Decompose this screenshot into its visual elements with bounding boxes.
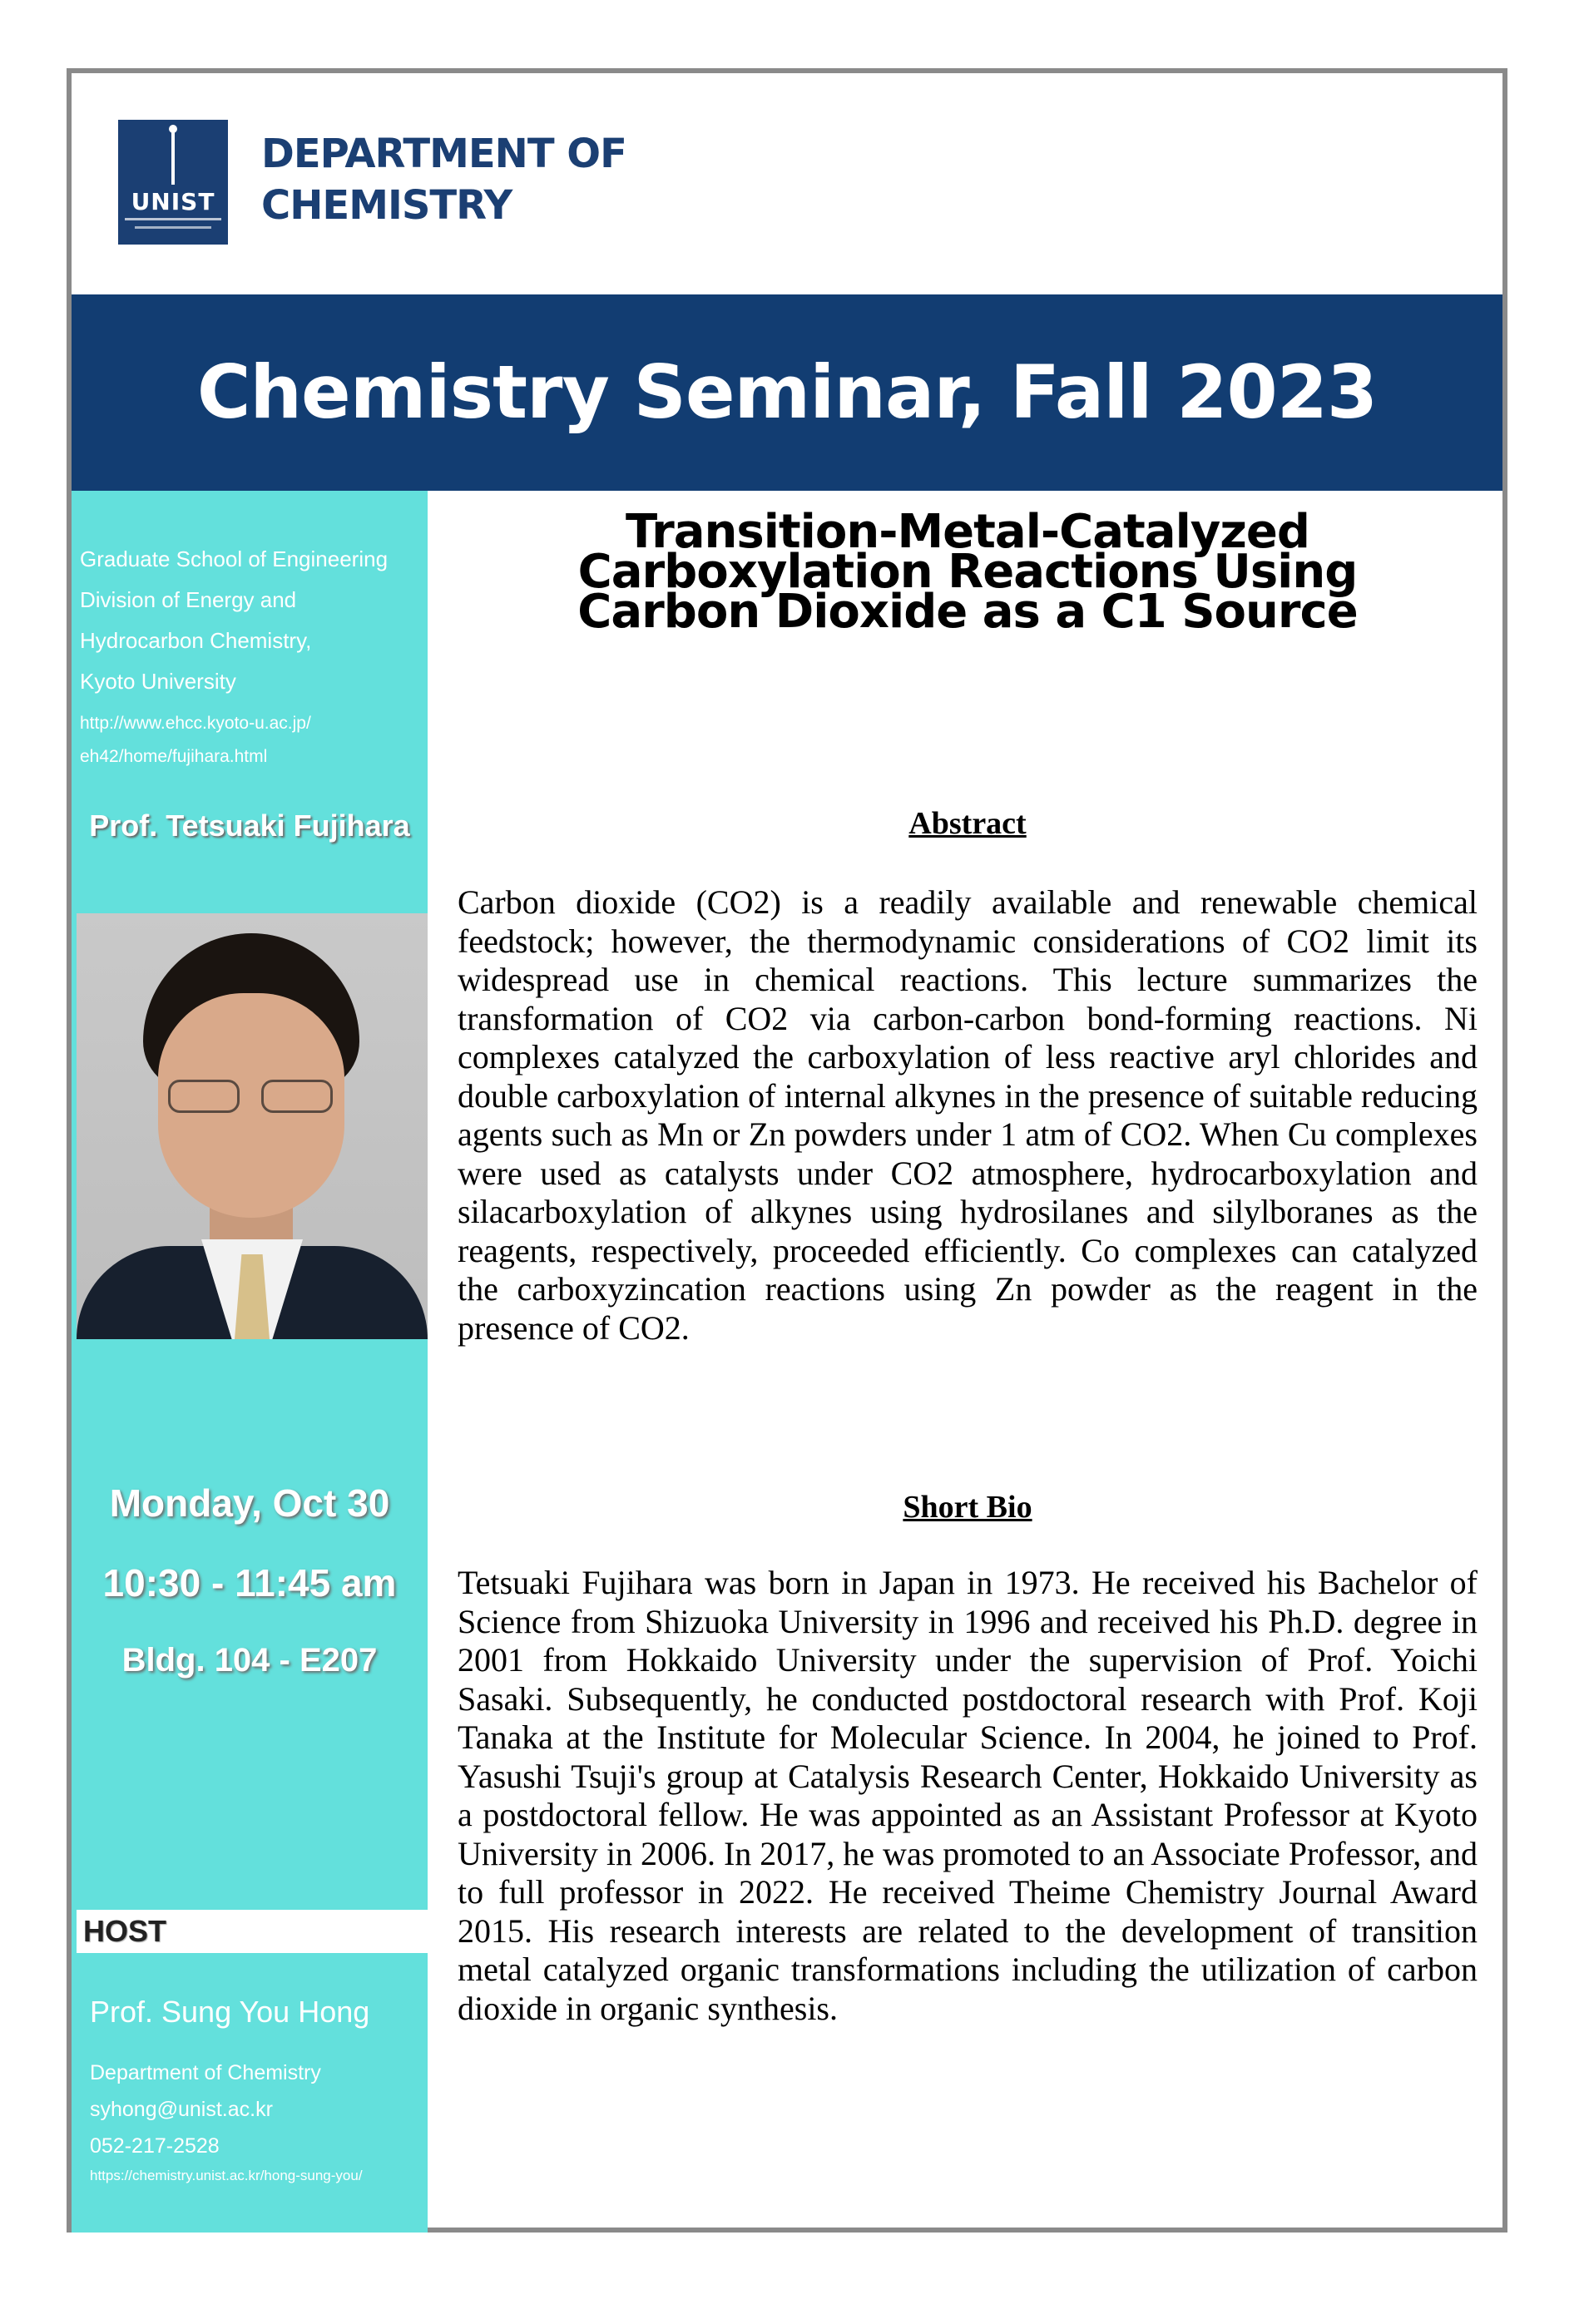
talk-title-line: Carboxylation Reactions Using — [577, 545, 1358, 599]
affiliation-line: Kyoto University — [80, 669, 236, 694]
department-line-1: DEPARTMENT OF — [261, 131, 626, 177]
speaker-url[interactable] — [80, 707, 311, 774]
seminar-title: Chemistry Seminar, Fall 2023 — [196, 349, 1378, 435]
speaker-photo — [77, 913, 428, 1339]
affiliation-line: Division of Energy and — [80, 587, 297, 612]
department-name — [261, 128, 626, 231]
department-line-2: CHEMISTRY — [261, 182, 512, 229]
host-department: Department of Chemistry — [90, 2061, 321, 2084]
event-time: 10:30 - 11:45 am — [102, 1561, 397, 1605]
bio-text: Tetsuaki Fujihara was born in Japan in 1973. He received his Bachelor of Science from Shizuoka University in 1996 and received his Ph.D. degree in 2001 from Hokkaido University under the supervision of Prof. Yoichi Sasaki. Subsequently, he conducted postdoctoral research with Prof. Koji Tanaka at the Institute for Molecular Science. In 2004, he joined to Prof. Yasushi Tsuji's group at Catalysis Research Center, Hokkaido University as a postdoctoral fellow. He was appointed as an Assistant Professor at Kyoto University in 2006. In 2017, he was promoted to an Associate Professor, and to full professor in 2022. He received Theime Chemistry Journal Award 2015. His research interests are related to the development of transition metal catalyzed organic transformations including the utilization of carbon dioxide in organic synthesis. — [458, 1564, 1478, 2027]
poster-frame — [67, 68, 1507, 2233]
speaker-url-line: http://www.ehcc.kyoto-u.ac.jp/ — [80, 714, 311, 733]
seminar-banner — [72, 294, 1502, 491]
talk-title — [458, 505, 1478, 639]
speaker-name: Prof. Tetsuaki Fujihara — [89, 808, 410, 843]
unist-logo-icon — [118, 120, 228, 245]
logo-brand: UNIST — [131, 188, 215, 215]
host-contact — [90, 2055, 321, 2164]
host-phone: 052-217-2528 — [90, 2134, 220, 2158]
speaker-affiliation — [80, 539, 388, 702]
host-label: HOST — [77, 1910, 428, 1953]
speaker-url-line: eh42/home/fujihara.html — [80, 747, 268, 766]
poster-header — [72, 73, 1502, 291]
host-name: Prof. Sung You Hong — [90, 1995, 370, 2029]
event-date: Monday, Oct 30 — [109, 1481, 390, 1525]
talk-title-line: Carbon Dioxide as a C1 Source — [577, 585, 1358, 639]
abstract-heading: Abstract — [908, 806, 1027, 841]
host-email[interactable]: syhong@unist.ac.kr — [90, 2098, 273, 2121]
bio-heading: Short Bio — [903, 1490, 1032, 1525]
talk-title-line: Transition-Metal-Catalyzed — [626, 505, 1309, 559]
abstract-text: Carbon dioxide (CO2) is a readily available and renewable chemical feedstock; however, the thermodynamic considerations of CO2 limit its widespread use in chemical reactions. This lecture summarizes the transformation of CO2 via carbon-carbon bond-forming reactions. Ni complexes catalyzed the carboxylation of less reactive aryl chlorides and double carboxylation of internal alkynes in the presence of suitable reducing agents such as Mn or Zn powders under 1 atm of CO2. When Cu complexes were used as catalysts under CO2 atmosphere, hydrocarboxylation and silacarboxylation of alkynes using hydrosilanes and silylboranes as the reagents, respectively, proceeded efficiently. Co complexes can catalyzed the carboxyzincation reactions using Zn powder as the reagent in the presence of CO2. — [458, 883, 1478, 1347]
talk-content — [458, 491, 1478, 2233]
affiliation-line: Graduate School of Engineering — [80, 546, 389, 571]
event-room: Bldg. 104 - E207 — [121, 1642, 378, 1679]
speaker-sidebar — [72, 491, 428, 2233]
host-url[interactable]: https://chemistry.unist.ac.kr/hong-sung-you/ — [90, 2168, 363, 2183]
affiliation-line: Hydrocarbon Chemistry, — [80, 628, 312, 653]
